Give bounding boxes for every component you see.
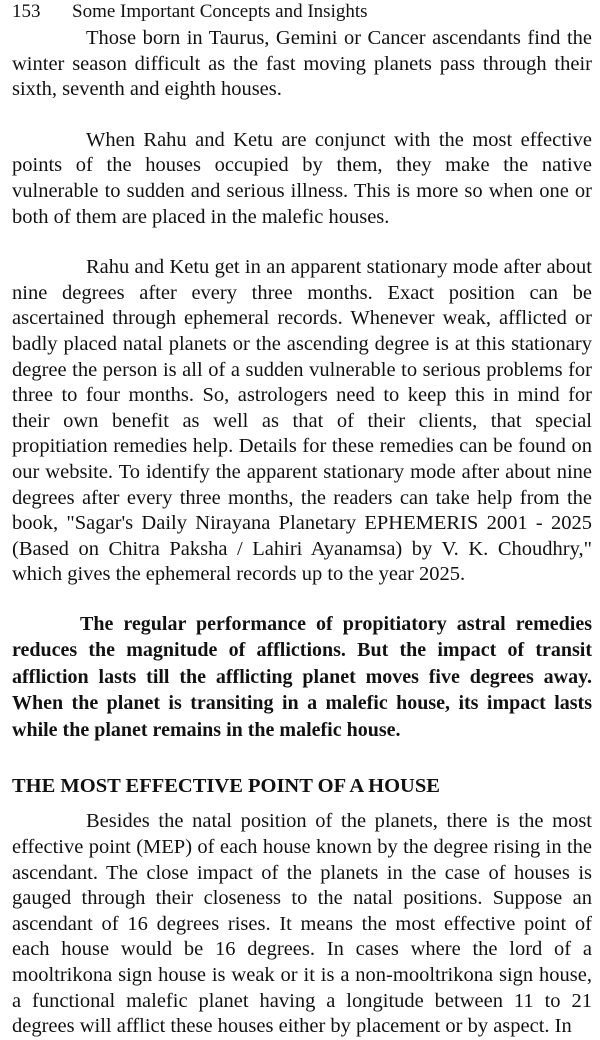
running-title: Some Important Concepts and Insights — [72, 1, 368, 22]
paragraph-most-effective-point: Besides the natal position of the planets, there is the most effective point (MEP) of each house known by the degree rising in the ascendant. The close impact of the planets in the case of houses is gauged through their closeness to the natal positions. Suppose an ascendant of 16 degrees rises. It means the most effective point of each house would be 16 degrees. In cases where the lord of a mooltrikona sign house is weak or it is a non-mooltrikona sign house, a functional malefic planet having a longitude between 11 to 21 degrees will afflict these houses either by placement or by aspect. In — [12, 810, 592, 1038]
paragraph-winter-season: Those born in Taurus, Gemini or Cancer ascendants find the winter season difficult as the fast moving planets pass through their sixth, seventh and eighth houses. — [12, 27, 592, 101]
paragraph-rahu-ketu-conjunct: When Rahu and Ketu are conjunct with the most effective points of the houses occupied by them, they make the native vulnerable to sudden and serious illness. This is more so when one or both of them are placed in the malefic houses. — [12, 128, 592, 228]
paragraph-remedies-bold: The regular performance of propitiatory astral remedies reduces the magnitude of afflictions. But the impact of transit affliction lasts till the afflicting planet moves five degrees away. When the planet is transiting in a malefic house, its impact lasts while the planet remains in the malefic house. — [12, 612, 592, 741]
section-heading: THE MOST EFFECTIVE POINT OF A HOUSE — [12, 775, 440, 798]
paragraph-stationary-mode: Rahu and Ketu get in an apparent stationary mode after about nine degrees after every three months. Exact position can be ascertained through ephemeral records. Whenever weak, afflicted or badly placed natal planets or the ascending degree is at this stationary degree the person is all of a sudden vulnerable to serious problems for three to four months. So, astrologers need to keep this in mind for their own benefit as well as that of their clients, that special propitiation remedies help. Details for these remedies can be found on our website. To identify the apparent stationary mode after about nine degrees after every three months, the readers can take help from the book, "Sagar's Daily Nirayana Planetary EPHEMERIS 2001 - 2025 (Based on Chitra Paksha / Lahiri Ayanamsa) by V. K. Choudhry," which gives the ephemeral records up to the year 2025. — [12, 256, 592, 586]
page-header — [12, 0, 592, 26]
page-number: 153 — [12, 1, 41, 22]
